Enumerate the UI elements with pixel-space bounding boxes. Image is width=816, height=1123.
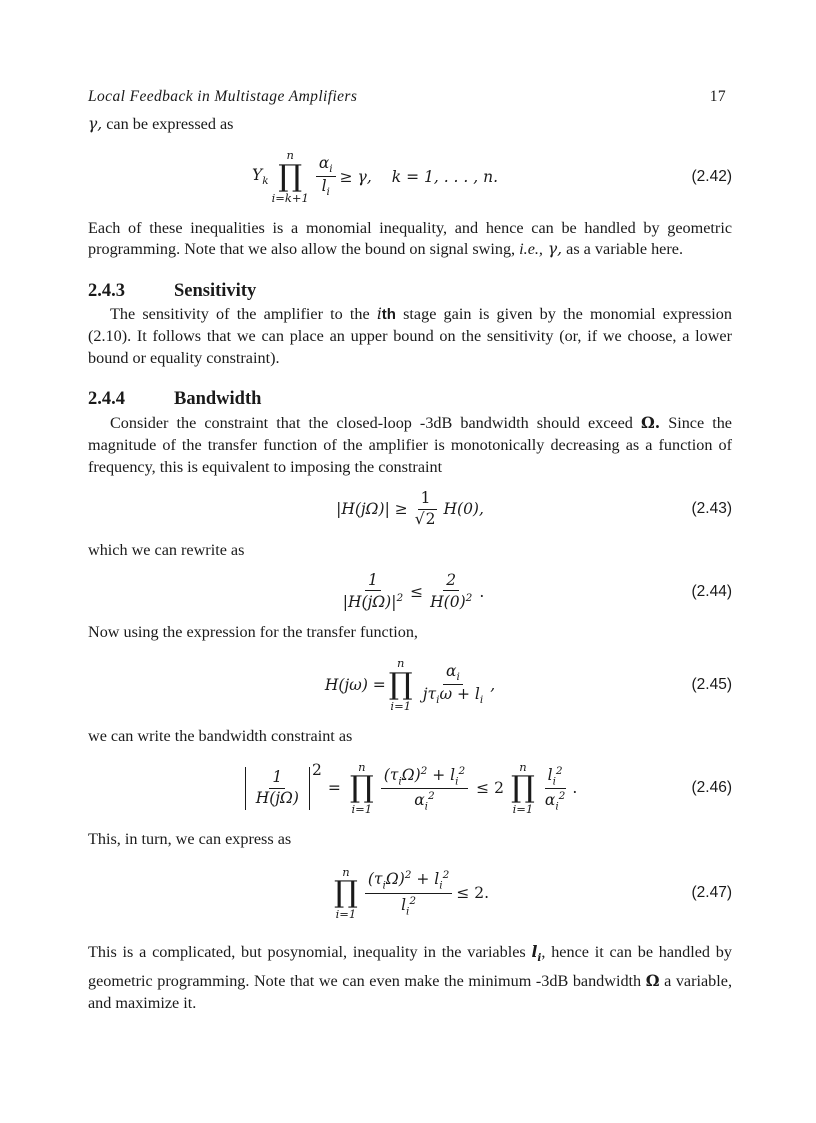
equation-2-42: $Y_k$ n ∏ i=k+1 $\frac{\alpha_i}{l_i}$ ≥ γ, k = 1, . . . , n. (2.42) — [251, 148, 732, 205]
page — [88, 88, 732, 1014]
text-write: we can write the bandwidth constraint as — [88, 726, 353, 745]
absolute-value: $\frac{1}{H(j\Omega)}$ — [245, 767, 310, 810]
equation-2-47: n ∏ i=1 $\frac{(\tau_i\Omega)^2 + l_i^2}{l_i^2}$ ≤ 2. (2.47) — [333, 864, 732, 922]
fraction: $\frac{(\tau_i\Omega)^2 + l_i^2}{\alpha_i^2}$ — [381, 765, 468, 813]
running-header — [88, 88, 732, 114]
fraction: $\frac{\alpha_i}{l_i}$ — [316, 155, 336, 198]
equation-2-44: $\frac{1}{|H(j\Omega)|^2}$ ≤ $\frac{2}{H(0)^2}$ . (2.44) — [88, 562, 732, 622]
fraction: $\frac{\alpha_i}{j\tau_i\omega + l_i}$ — [422, 662, 484, 707]
product-operator: n ∏ i=1 — [510, 759, 535, 817]
product-operator: n ∏ i=k+1 — [271, 148, 309, 205]
text-turn: This, in turn, we can express as — [88, 830, 292, 849]
paragraph-sensitivity: The sensitivity of the amplifier to the ith stage gain is given by the monomial expression (2.10). It follows that we can place an upper bound on the sensitivity (or, if we choose, a lower bound or equality constraint). — [88, 305, 732, 367]
equation-2-45: H(jω) = n ∏ i=1 $\frac{\alpha_i}{j\tau_i\omega + l_i}$ , (2.45) — [324, 656, 732, 713]
equation-number: (2.43) — [691, 500, 732, 518]
equation-number: (2.46) — [691, 779, 732, 797]
product-operator: n ∏ i=1 — [349, 759, 374, 817]
product-operator: n ∏ i=1 — [388, 656, 413, 713]
fraction-right: $\frac{2}{H(0)^2}$ — [430, 570, 473, 612]
equation-number: (2.42) — [691, 167, 732, 185]
fraction: $\frac{1}{√2}$ — [414, 489, 436, 528]
section-heading-sensitivity: 2.4.3 Sensitivity — [88, 281, 257, 302]
gamma-symbol: γ, — [88, 115, 103, 133]
paragraph-monomial: Each of these inequalities is a monomial inequality, and hence can be handled by geometric programming. Note that we also allow the bound on signal swing, i.e., γ, as a variable here. — [88, 218, 732, 259]
paragraph-posynomial: This is a complicated, but posynomial, inequality in the variables $l_i$, hence it can be handled by geometric programming. Note that we can even make the minimum -3dB bandwidth Ω a variable, and maximize it. — [88, 942, 733, 1012]
equation-number: (2.47) — [691, 884, 732, 902]
text-now: Now using the expression for the transfer function, — [88, 623, 418, 642]
equation-2-43: |H(jΩ)| ≥ $\frac{1}{√2}$ H(0), (2.43) — [336, 489, 732, 528]
page-number: 17 — [709, 88, 726, 105]
running-title: Local Feedback in Multistage Amplifiers — [88, 88, 358, 105]
product-operator: n ∏ i=1 — [333, 864, 358, 922]
fraction: $\frac{l_i^2}{\alpha_i^2}$ — [544, 764, 566, 813]
fraction-left: $\frac{1}{|H(j\Omega)|^2}$ — [342, 570, 404, 612]
fraction: $\frac{(\tau_i\Omega)^2 + l_i^2}{l_i^2}$ — [365, 869, 452, 917]
equation-number: (2.44) — [691, 583, 732, 601]
equation-2-46: $\frac{1}{H(j\Omega)}$ 2 = n ∏ i=1 $\frac{(\tau_i\Omega)^2 + l_i^2}{\alpha_i^2}$ ≤ 2 n ∏ i=1 $\frac{l_i^2}{\alpha_i^2}$ . (2.46) — [88, 747, 732, 829]
text-rewrite: which we can rewrite as — [88, 541, 245, 560]
intro-line: γ, can be expressed as — [88, 115, 234, 133]
section-heading-bandwidth: 2.4.4 Bandwidth — [88, 389, 262, 410]
paragraph-bandwidth: Consider the constraint that the closed-loop -3dB bandwidth should exceed Ω. Since the magnitude of the transfer function of the amplifier is monotonically decreasing as a function of frequency, this is equivalent to imposing the constraint — [88, 413, 732, 476]
equation-number: (2.45) — [691, 675, 732, 693]
